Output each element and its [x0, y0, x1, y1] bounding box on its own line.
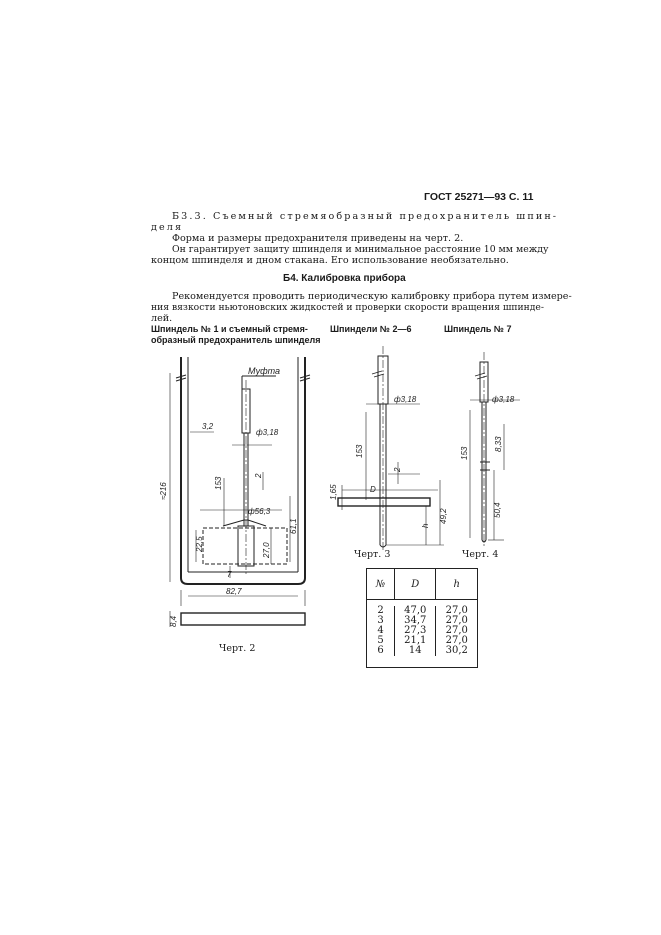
fig2-dim-82-7: 82,7 — [226, 587, 242, 596]
page-reference: ГОСТ 25271—93 С. 11 — [424, 191, 534, 203]
fig4-heading: Шпиндель № 7 — [444, 324, 512, 334]
table-cell: 27,0 — [436, 636, 477, 646]
fig4-dim-50-4: 50,4 — [493, 502, 502, 518]
table-cell: 2 — [377, 605, 384, 616]
fig2-dim-153: 153 — [214, 476, 223, 490]
table-header-D: D — [395, 569, 436, 600]
fig4-caption: Черт. 4 — [462, 549, 499, 560]
table-cell: 21,1 — [395, 636, 436, 646]
fig2-caption: Черт. 2 — [219, 643, 256, 654]
fig4-dim-153: 153 — [460, 446, 469, 460]
fig3-heading: Шпиндели № 2—6 — [330, 324, 412, 334]
table-cell: 6 — [377, 645, 384, 656]
table-cell: 14 — [395, 646, 436, 656]
fig2-shaft-diameter: ф3,18 — [256, 428, 279, 437]
fig4-shaft-diameter: ф3,18 — [492, 395, 515, 404]
b4-title: Б4. Калибровка прибора — [283, 273, 406, 284]
fig3-h-label: h — [421, 523, 430, 528]
table-cell: 30,2 — [436, 646, 477, 656]
fig4-dim-8-33: 8,33 — [494, 436, 503, 452]
table-header-number: № — [367, 569, 395, 600]
fig2-dim-3-2: 3,2 — [202, 422, 214, 431]
table-header-row — [367, 569, 477, 600]
b4-line-2: ния вязкости ньютоновских жидкостей и проверки скорости вращения шпинде- — [151, 302, 544, 313]
table-cell: 27,3 — [395, 626, 436, 636]
table-cell: 5 — [377, 635, 384, 646]
table-cell: 3 — [377, 615, 384, 626]
fig2-disc-diameter: ф56,3 — [248, 507, 271, 516]
fig3-dim-1-65: 1,65 — [329, 484, 338, 500]
table-row — [367, 646, 477, 656]
fig2-heading-line-2: образный предохранитель шпинделя — [151, 335, 321, 345]
table-cell: 4 — [377, 625, 384, 636]
fig3-dim-153: 153 — [355, 444, 364, 458]
fig3-D-label: D — [370, 485, 376, 494]
table-cell: 27,0 — [436, 626, 477, 636]
fig2-dim-61-1: 61,1 — [289, 518, 298, 534]
fig2-coupling-label: Муфта — [248, 366, 281, 376]
fig3-dim-49-2: 49,2 — [439, 508, 448, 524]
b33-line-5: концом шпинделя и дном стакана. Его использование необязательно. — [151, 255, 509, 266]
fig2-dim-22-5: 22,5 — [195, 536, 204, 552]
fig3-caption: Черт. 3 — [354, 549, 391, 560]
b33-line-1: Б3.3. Съемный стремяобразный предохранитель шпин- — [172, 211, 559, 222]
b33-line-3: Форма и размеры предохранителя приведены на черт. 2. — [172, 233, 464, 244]
fig2-dim-216: ≈216 — [159, 482, 168, 500]
b4-line-3: лей. — [151, 313, 173, 324]
b33-line-2: деля — [151, 222, 184, 233]
table-cell: 27,0 — [436, 606, 477, 616]
table-cell: 47,0 — [395, 606, 436, 616]
table-header-h: h — [436, 569, 477, 600]
fig2-dim-7: 7 — [227, 570, 232, 579]
b33-line-4: Он гарантирует защиту шпинделя и минимальное расстояние 10 мм между — [172, 244, 549, 255]
fig3-dim-2: 2 — [393, 467, 402, 472]
fig2-heading-line-1: Шпиндель № 1 и съемный стремя- — [151, 324, 308, 334]
fig3-drawing — [338, 346, 444, 552]
fig2-dim-2: 2 — [254, 473, 263, 478]
fig3-shaft-diameter: ф3,18 — [394, 395, 417, 404]
fig2-dim-8-4: 8,4 — [169, 615, 178, 627]
table-cell: 27,0 — [436, 616, 477, 626]
spindle-dimensions-table — [366, 568, 478, 668]
table-cell: 34,7 — [395, 616, 436, 626]
fig2-dim-27-0: 27,0 — [262, 542, 271, 558]
b4-line-1: Рекомендуется проводить периодическую калибровку прибора путем измере- — [172, 291, 572, 302]
